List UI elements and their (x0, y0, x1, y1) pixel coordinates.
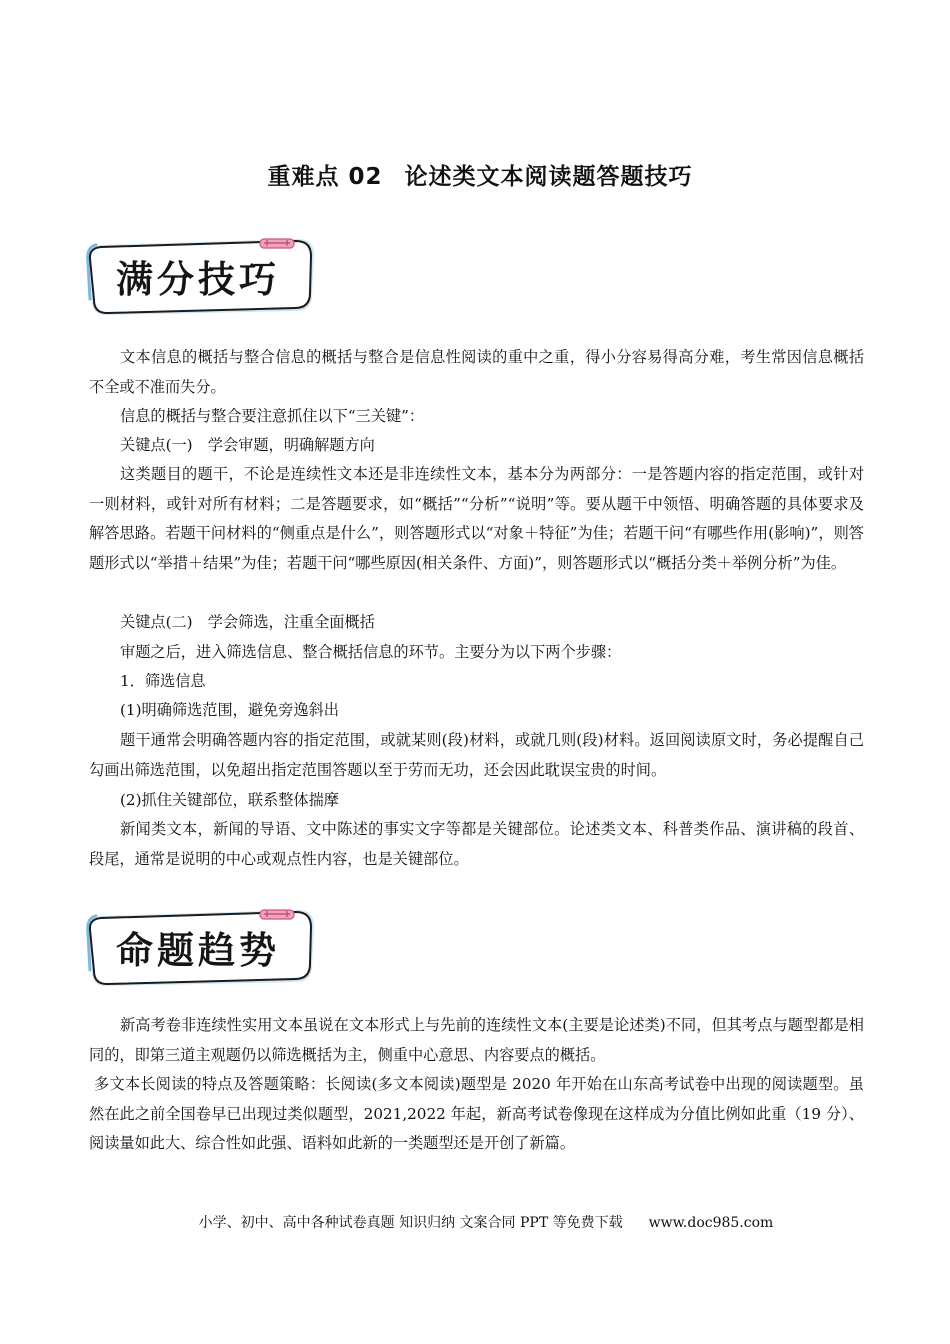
paragraph: 新高考卷非连续性实用文本虽说在文本形式上与先前的连续性文本(主要是论述类)不同，但其考点与题型都是相同的，即第三道主观题仍以筛选概括为主，侧重中心意思、内容要点的概括。 (89, 1016, 864, 1064)
page-footer (0, 1212, 950, 1232)
paragraph: 多文本长阅读的特点及答题策略：长阅读(多文本阅读)题型是 2020 年开始在山东高考试卷中出现的阅读题型。虽然在此之前全国卷早已出现过类似题型，2021,2022 年起，新高考试卷像现在这样成为分值比例如此重（19 分）、阅读量如此大、综合性如此强、语料如此新的一类题型还是开创了新篇。 (89, 1075, 864, 1152)
paragraph: 审题之后，进入筛选信息、整合概括信息的环节。主要分为以下两个步骤： (120, 643, 622, 661)
sub-step-heading: (2)抓住关键部位，联系整体揣摩 (120, 791, 339, 809)
key-point-heading: 关键点(一) 学会审题，明确解题方向 (120, 436, 375, 454)
paragraph: 信息的概括与整合要注意抓住以下“三关键”： (120, 407, 425, 425)
paragraph: 这类题目的题干，不论是连续性文本还是非连续性文本，基本分为两部分：一是答题内容的指定范围，或针对一则材料，或针对所有材料；二是答题要求，如“概括”“分析”“说明”等。要从题干中领悟、明确答题的具体要求及解答思路。若题干问材料的“侧重点是什么”，则答题形式以“对象＋特征”为佳；若题干问“有哪些作用(影响)”，则答题形式以“举措＋结果”为佳；若题干问“哪些原因(相关条件、方面)”，则答题形式以“概括分类＋举例分析”为佳。 (89, 465, 864, 572)
sub-step-heading: (1)明确筛选范围，避免旁逸斜出 (120, 701, 339, 719)
section-banner-skills (84, 237, 324, 317)
key-point-heading: 关键点(二) 学会筛选，注重全面概括 (120, 613, 375, 631)
title-code: 重难点 02 (267, 164, 383, 190)
paragraph: 文本信息的概括与整合信息的概括与整合是信息性阅读的重中之重，得小分容易得高分难，考生常因信息概括不全或不准而失分。 (89, 348, 864, 396)
footer-url[interactable]: www.doc985.com (648, 1215, 774, 1231)
section-banner-trends (84, 908, 324, 988)
document-title (0, 158, 950, 191)
banner-title: 满分技巧 (116, 258, 280, 301)
title-text: 论述类文本阅读题答题技巧 (404, 164, 693, 190)
paragraph: 新闻类文本，新闻的导语、文中陈述的事实文字等都是关键部位。论述类文本、科普类作品、演讲稿的段首、段尾，通常是说明的中心或观点性内容，也是关键部位。 (89, 820, 864, 868)
paragraph: 题干通常会明确答题内容的指定范围，或就某则(段)材料，或就几则(段)材料。返回阅读原文时，务必提醒自己勾画出筛选范围，以免超出指定范围答题以至于劳而无功，还会因此耽误宝贵的时间。 (89, 731, 864, 779)
step-heading: 1．筛选信息 (120, 672, 206, 690)
footer-text: 小学、初中、高中各种试卷真题 知识归纳 文案合同 PPT 等免费下载 (198, 1215, 623, 1231)
banner-title: 命题趋势 (116, 929, 280, 972)
